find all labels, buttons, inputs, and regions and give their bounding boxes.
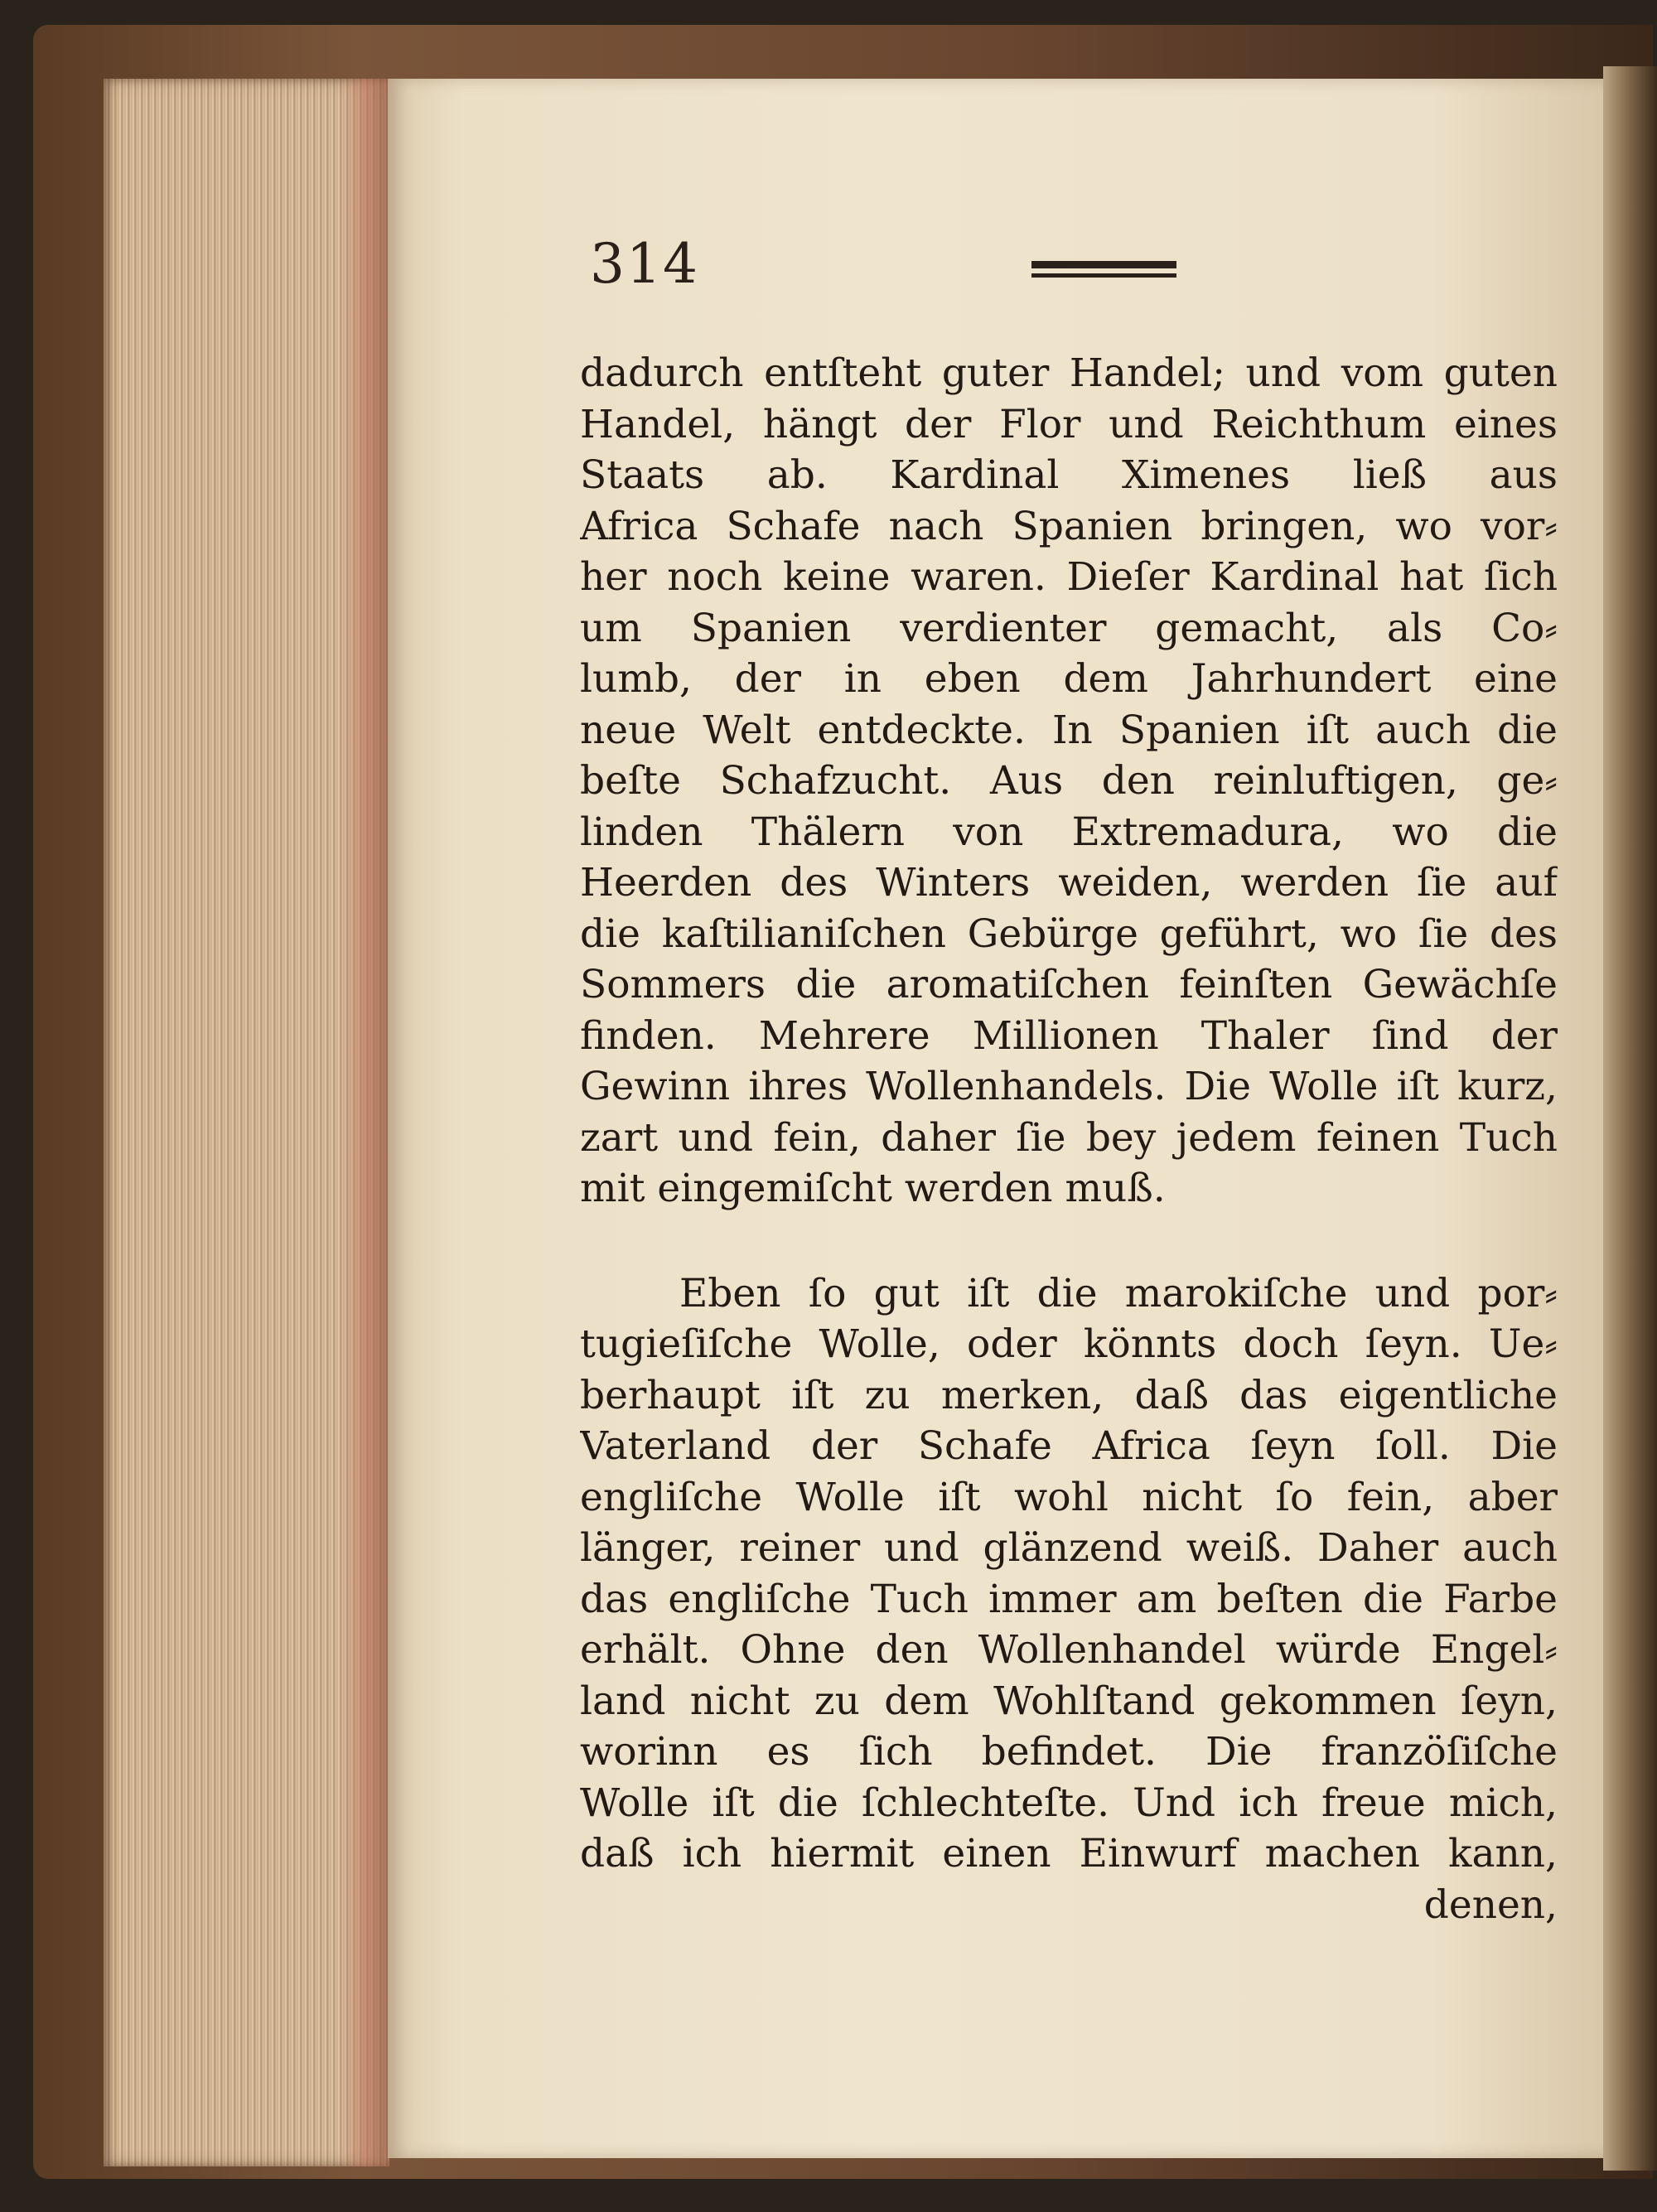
text-body <box>580 348 1558 1930</box>
text-line: engliſche Wolle iſt wohl nicht ſo fein, aber <box>580 1474 1558 1520</box>
text-line: worinn es ſich befindet. Die franzöſiſche <box>580 1729 1558 1775</box>
red-page-edge <box>340 79 389 2166</box>
text-line: beſte Schafzucht. Aus den reinluftigen, ge⸗ <box>580 758 1558 804</box>
text-line: her noch keine waren. Dieſer Kardinal hat ſich <box>580 554 1558 600</box>
header-rule <box>1031 261 1176 278</box>
text-line: Staats ab. Kardinal Ximenes ließ aus <box>580 452 1558 498</box>
text-line: lumb, der in eben dem Jahrhundert eine <box>580 656 1558 702</box>
text-line: land nicht zu dem Wohlſtand gekommen ſeyn, <box>580 1678 1558 1724</box>
text-line: daß ich hiermit einen Einwurf machen kann, <box>580 1831 1558 1876</box>
text-line: die kaſtilianiſchen Gebürge geführt, wo ſie des <box>580 910 1558 957</box>
text-line: um Spanien verdienter gemacht, als Co⸗ <box>580 605 1558 651</box>
text-line: Heerden des Winters weiden, werden ſie auf <box>580 860 1558 906</box>
text-line: Wolle iſt die ſchlechteſte. Und ich freue mich, <box>580 1780 1558 1826</box>
text-line: Handel, hängt der Flor und Reichthum eines <box>580 401 1558 447</box>
text-line: tugieſiſche Wolle, oder könnts doch ſeyn. Ue⸗ <box>580 1321 1558 1367</box>
text-line: dadurch entſteht guter Handel; und vom guten <box>580 350 1558 396</box>
text-line: mit eingemiſcht werden muß. <box>580 1166 1166 1211</box>
text-line: Eben ſo gut iſt die marokiſche und por⸗ <box>679 1270 1558 1316</box>
text-line: das engliſche Tuch immer am beſten die Farbe <box>580 1576 1558 1622</box>
text-line: Africa Schafe nach Spanien bringen, wo vor⸗ <box>580 503 1558 549</box>
page-number: 314 <box>590 232 699 296</box>
page-gutter <box>1603 66 1657 2171</box>
text-line: Vaterland der Schafe Africa ſeyn ſoll. Die <box>580 1423 1558 1469</box>
text-line: zart und fein, daher ſie bey jedem feinen Tuch <box>580 1114 1558 1161</box>
catchword: denen, <box>1423 1881 1558 1928</box>
text-line: Sommers die aromatiſchen feinſten Gewächſe <box>580 962 1558 1007</box>
text-line: Gewinn ihres Wollenhandels. Die Wolle iſt kurz, <box>580 1064 1558 1109</box>
paragraph-gap <box>580 1215 1558 1268</box>
text-line: erhält. Ohne den Wollenhandel würde Engel⸗ <box>580 1627 1558 1673</box>
text-line: neue Welt entdeckte. In Spanien iſt auch die <box>580 707 1558 753</box>
text-line: länger, reiner und glänzend weiß. Daher auch <box>580 1525 1558 1571</box>
text-line: finden. Mehrere Millionen Thaler ſind der <box>580 1012 1558 1059</box>
text-line: linden Thälern von Extremadura, wo die <box>580 809 1558 855</box>
text-line: berhaupt iſt zu merken, daß das eigentliche <box>580 1372 1558 1418</box>
